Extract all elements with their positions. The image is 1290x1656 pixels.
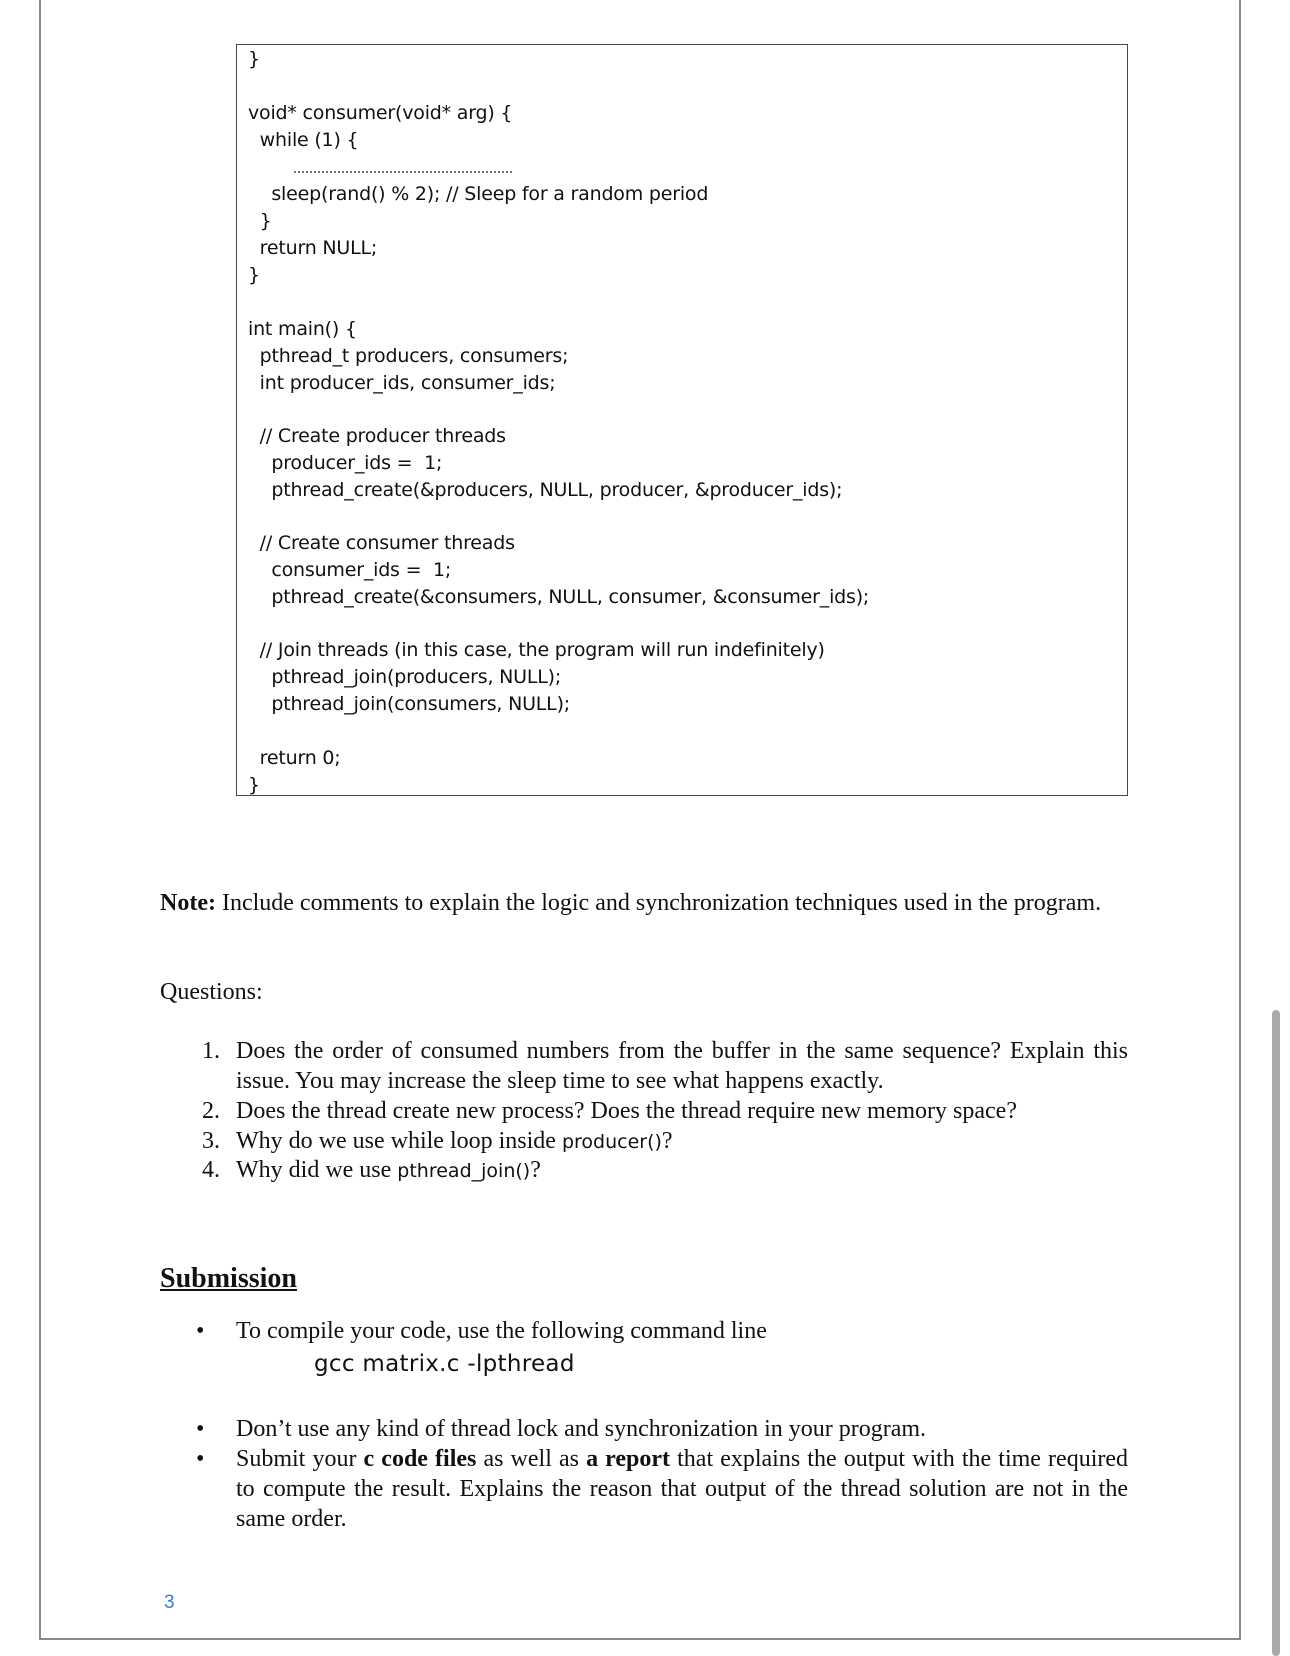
note-paragraph (160, 888, 1128, 918)
note-text: Include comments to explain the logic and synchronization techniques used in the program. (215, 890, 1102, 916)
question-number: 3. (202, 1128, 220, 1154)
code-line: pthread_create(&producers, NULL, producer, &producer_ids); (248, 479, 843, 501)
code-line: return NULL; (248, 237, 378, 259)
code-line: int producer_ids, consumer_ids; (248, 372, 556, 394)
question-text: Why do we use while loop inside producer()? (236, 1128, 673, 1154)
code-line: sleep(rand() % 2); // Sleep for a random period (248, 183, 709, 205)
code-line: consumer_ids = 1; (248, 559, 452, 581)
code-comment: // Create producer threads (248, 425, 506, 447)
code-comment: // Join threads (in this case, the program will run indefinitely) (248, 639, 825, 661)
placeholder-dotted-line (294, 171, 512, 173)
question-text: Does the order of consumed numbers from the buffer in the same sequence? Explain this issue. You may increase the sleep time to see what happens exactly. (236, 1038, 1128, 1094)
question-text: Does the thread create new process? Does the thread require new memory space? (236, 1098, 1017, 1124)
bullet-icon: • (196, 1446, 205, 1472)
code-line: } (248, 774, 260, 796)
code-line: pthread_create(&consumers, NULL, consumer, &consumer_ids); (248, 586, 870, 608)
submit-instruction: Submit your c code files as well as a report that explains the output with the time required to compute the result. Explains the reason that output of the thread solution are not in the same order. (236, 1446, 1129, 1532)
bullet-icon: • (196, 1318, 205, 1344)
inline-code: producer() (561, 1131, 662, 1153)
code-line: pthread_join(producers, NULL); (248, 666, 562, 688)
compile-instruction: To compile your code, use the following command line (236, 1318, 767, 1344)
code-line: } (248, 264, 260, 286)
code-line: int main() { (248, 318, 357, 340)
code-line: return 0; (248, 747, 341, 769)
compile-command: gcc matrix.c -lpthread (314, 1351, 575, 1377)
question-text: Why did we use pthread_join()? (236, 1157, 541, 1183)
code-line: pthread_t producers, consumers; (248, 345, 569, 367)
code-line: pthread_join(consumers, NULL); (248, 693, 570, 715)
question-number: 2. (202, 1098, 220, 1124)
page-number: 3 (164, 1592, 175, 1613)
vertical-scrollbar[interactable] (1272, 1010, 1280, 1656)
code-line: void* consumer(void* arg) { (248, 102, 513, 124)
inline-code: pthread_join() (397, 1160, 531, 1182)
code-line: } (248, 48, 260, 70)
bullet-icon: • (196, 1416, 205, 1442)
code-line: while (1) { (248, 129, 359, 151)
note-label: Note: (160, 890, 216, 916)
code-comment: // Create consumer threads (248, 532, 515, 554)
code-line: } (248, 210, 272, 232)
questions-heading: Questions: (160, 979, 263, 1005)
question-number: 1. (202, 1038, 220, 1064)
code-line: producer_ids = 1; (248, 452, 443, 474)
submission-heading: Submission (160, 1263, 297, 1294)
no-lock-instruction: Don’t use any kind of thread lock and synchronization in your program. (236, 1416, 927, 1442)
question-number: 4. (202, 1157, 220, 1183)
